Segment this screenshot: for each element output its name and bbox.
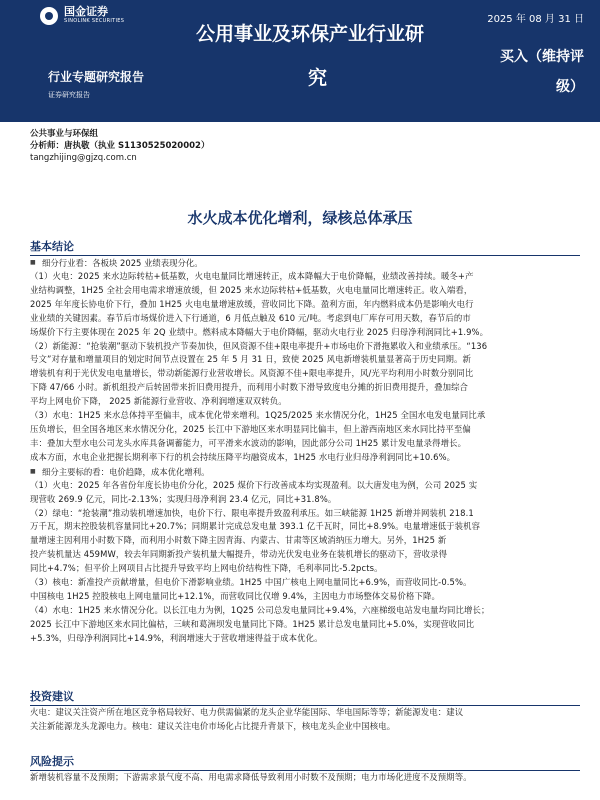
text-line: 万千瓦，期末控股装机容量同比+20.7%；同期累计完成总发电量 393.1 亿千瓦时，同比+8.9%。电量增速低于装机容 (30, 521, 481, 532)
rating (484, 42, 584, 102)
text-line: 关注新能源龙头龙源电力。核电：建议关注电价市场化占比提升背景下，核电龙头企业中国核电。 (30, 720, 396, 731)
sinolink-logo (40, 6, 124, 25)
report-title-line1: 公用事业及环保产业行业研 (196, 23, 425, 45)
text-line: +5.3%，归母净利润同比+14.9%，利润增速大于营收增速得益于成本优化。 (30, 632, 323, 643)
text-line: 成本方面，水电企业把握长期利率下行的机会持续压降平均融资成本，1H25 水电行业归母净利润同比+10.6%。 (30, 451, 456, 462)
conclusion-bullet-1: ■ 细分行业看：各板块 2025 业绩表现分化。 (30, 256, 580, 270)
analyst-name: 分析师：唐执敬（执业 S1130525020002） (30, 141, 210, 151)
conclusion-section (30, 238, 580, 646)
text-line: 量增速主因利用小时数下降，而利用小时数下降主因青海、内蒙古、甘肃等区域消纳压力增大。另外，1H25 新 (30, 535, 447, 546)
investment-section (30, 688, 580, 734)
risk-section (30, 753, 580, 785)
investment-heading: 投资建议 (30, 688, 580, 706)
text-line: 2025 长江中下游地区来水同比偏枯，三峡和葛洲坝发电量同比下降。1H25 累计总发电量同比+5.0%，实现营收同比 (30, 618, 475, 629)
text-line: （3）水电：1H25 来水总体持平至偏丰，成本优化带来增利。1Q25/2025 来水情况分化，1H25 全国水电发电量同比承 (30, 410, 486, 421)
text-line: 新增装机容量不及预期；下游需求景气度不高、用电需求降低导致利用小时数不及预期；电力市场化进度不及预期等。 (30, 772, 472, 782)
text-line: 现营收 269.9 亿元，同比-2.13%；实现归母净利润 23.4 亿元，同比+31.8%。 (30, 493, 337, 504)
report-title (196, 12, 476, 100)
text-line: （3）核电：新准投产贡献增量，但电价下滑影响业绩。1H25 中国广核电上网电量同比+6.9%，而营收同比-0.5%。 (30, 577, 472, 588)
text-line: 同比+4.7%；但平价上网项目占比提升导致平均上网电价结构性下降，毛利率同比-5.2pcts。 (30, 563, 383, 574)
risk-paragraph (30, 771, 580, 785)
text-line: 平均上网电价下降， 2025 新能源行业营收、净利润增速双双转负。 (30, 396, 287, 407)
text-line: 投产装机量达 459MW，较去年同期新投产装机量大幅提升，带动光伏发电业务在装机增长的驱动下，营收录得 (30, 549, 448, 560)
text-line: 业结构调整，1H25 全社会用电需求增速放缓，但 2025 来水边际转枯+低基数，火电电量同比增速转正。收入端看， (30, 284, 473, 295)
text-line: 下降 47/66 小时。新机组投产后转固带来折旧费用提升，而利用小时数下滑导致度电分摊的折旧费用提升，叠加综合 (30, 382, 469, 393)
text-line: （1）火电：2025 年各省份年度长协电价分化，2025 煤价下行改善成本均实现盈利。以大唐发电为例，公司 2025 实 (30, 479, 478, 490)
report-title-line2: 究 (308, 67, 328, 89)
text-line: 场煤价下行主要体现在 2025 年 2Q 业绩中。燃料成本降幅大于电价降幅，驱动火电行业 2025 归母净利润同比+1.9%。 (30, 326, 489, 337)
author-block (30, 128, 209, 164)
text-line: 增装机有利于光伏发电电量增长，带动新能源行业营收增长。风资源不佳+限电率提升，风/光平均利用小时数分别同比 (30, 368, 474, 379)
conclusion-bullet-2: ■ 细分主要标的看：电价趋降，成本优化增利。 (30, 465, 580, 479)
rating-line2: 级） (556, 79, 584, 95)
report-header (0, 0, 600, 122)
text-line: 中国核电 1H25 控股核电上网电量同比+12.1%，而营收同比仅增 9.4%，主因电力市场整体交易价格下降。 (30, 590, 441, 601)
logo-english-name: SINOLINK SECURITIES (64, 18, 125, 24)
sinolink-logo-icon (40, 7, 58, 25)
text-line: 业业绩的关键因素。春节后市场煤价进入下行通道，6 月低点触及 610 元/吨。考虑到电厂库存可用天数，春节后的市 (30, 312, 471, 323)
risk-heading: 风险提示 (30, 753, 580, 771)
conclusion-heading: 基本结论 (30, 238, 580, 256)
team-name: 公共事业与环保组 (30, 129, 99, 139)
investment-paragraph (30, 706, 580, 734)
report-date: 2025 年 08 月 31 日 (487, 14, 584, 25)
text-line: （1）火电：2025 来水边际转枯+低基数，火电电量同比增速转正，成本降幅大于电价降幅，业绩改善持续。暖冬+产 (30, 271, 474, 281)
text-line: 火电：建议关注资产所在地区竞争格局较好、电力供需偏紧的龙头企业华能国际、华电国际等等；新能源发电：建议 (30, 707, 464, 717)
text-line: （4）水电：1H25 来水情况分化。以长江电力为例，1Q25 公司总发电量同比+9.4%，六座梯级电站发电量均同比增长； (30, 604, 490, 615)
text-line: （2）绿电：“抢装潮”推动装机增速加快，电价下行、限电率提升致盈利承压。如三峡能源 1H25 新增并网装机 218.1 (30, 507, 474, 518)
report-type: 行业专题研究报告 (48, 70, 145, 84)
report-subtitle: 水火成本优化增利，绿核总体承压 (187, 209, 413, 227)
conclusion-paragraph-1 (30, 270, 580, 465)
conclusion-paragraph-2 (30, 479, 580, 646)
text-line: 压负增长，但全国各地区来水情况分化，2025 长江中下游地区来水明显同比偏丰，但上游西南地区来水同比持平至偏 (30, 423, 471, 434)
analyst-email: tangzhijing@gjzq.com.cn (30, 153, 137, 163)
text-line: 丰：叠加大型水电公司龙头水库具备调蓄能力，可平滑来水波动的影响，因此部分公司 1H25 累计发电量录得增长。 (30, 437, 467, 448)
text-line: （2）新能源：“抢装潮”驱动下装机投产节奏加快，但风资源不佳+限电率提升+市场电价下滑拖累收入和业绩承压。“136 (30, 340, 488, 351)
rating-line1: 买入（维持评 (500, 49, 584, 65)
report-subtype: 证券研究报告 (48, 91, 90, 99)
text-line: 2025 年年度长协电价下行，叠加 1H25 火电电量增速放缓，营收同比下降。盈利方面，年内燃料成本仍是影响火电行 (30, 298, 474, 309)
text-line: 号文”对存量和增量项目的划定时间节点设置在 25 年 5 月 31 日，致使 2025 风电新增装机量显著高于历史同期。新 (30, 354, 472, 365)
logo-chinese-name: 国金证券 (64, 5, 108, 18)
